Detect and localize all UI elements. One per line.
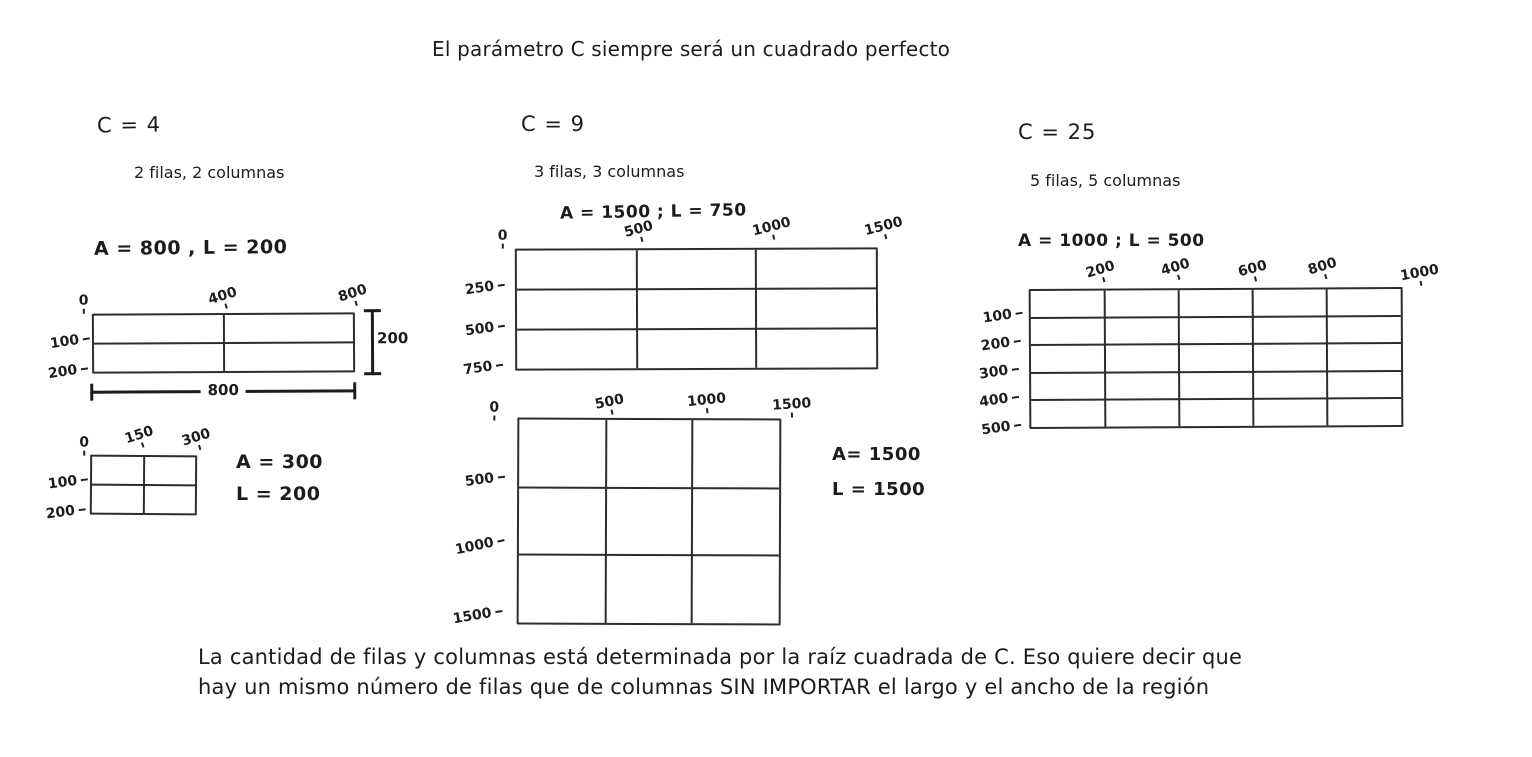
section-c25-subheading: 5 filas, 5 columnas [1030,171,1181,190]
section-c9-subheading: 3 filas, 3 columnas [534,162,685,181]
x-tick-label: 500 [622,218,656,246]
grid-outline [515,247,878,370]
y-tick-label: 500 [464,318,504,339]
x-tick-label: 200 [1084,258,1118,286]
y-tick-label: 1500 [450,603,504,628]
x-tick-label: 400 [1159,256,1193,284]
y-tick-label: 400 [978,390,1014,411]
y-tick-label: 1000 [452,532,506,558]
section-c4-heading: C = 4 [96,112,162,138]
grid-outline [92,312,355,373]
section-c9-heading: C = 9 [521,112,585,136]
y-tick-label: 100 [49,332,83,352]
x-tick-label: 800 [1306,255,1340,283]
x-tick-label: 800 [336,281,370,310]
grid-line [1031,370,1401,374]
grid-c9-square [451,390,812,628]
y-tick-label: 500 [462,469,506,491]
x-tick-label: 0 [79,293,89,314]
x-tick-label: 150 [123,423,157,452]
x-tick-label: 0 [498,228,508,249]
y-tick-label: 200 [980,334,1016,355]
grid-line [1031,397,1401,401]
width-dimension-brace [90,382,356,400]
grid-line [519,554,779,557]
grid-c25 [978,254,1441,439]
x-tick-label: 1000 [751,214,794,244]
y-tick-label: 750 [462,357,502,378]
grid-outline [1029,287,1404,429]
y-tick-label: 500 [980,418,1016,439]
width-dimension-label: 800 [201,381,246,399]
y-tick-label: 250 [464,277,504,298]
section-c25-heading: C = 25 [1018,120,1097,144]
x-tick-label: 500 [594,391,627,418]
x-tick-label: 1000 [1399,262,1441,290]
y-tick-label: 100 [47,472,81,492]
page-title: El parámetro C siempre será un cuadrado perfecto [432,37,951,61]
footer-text-line2: hay un mismo número de filas que de columnas SIN IMPORTAR el largo y el ancho de la región [198,675,1210,699]
y-tick-label: 200 [47,362,81,382]
grid-c9-wide-caption: A = 1500 ; L = 750 [559,200,747,224]
grid-c9-wide [462,213,905,379]
y-tick-label: 200 [45,502,79,522]
grid-line [1252,290,1255,426]
grid-line [1031,315,1401,319]
grid-c9-square-caption-l: L = 1500 [832,479,926,500]
footer-text-line1: La cantidad de filas y columnas está determinada por la raíz cuadrada de C. Eso quiere decir que [198,645,1243,669]
y-tick-label: 300 [978,362,1014,383]
grid-c4-large [47,281,409,400]
grid-line [517,288,876,291]
brace-cap [353,382,356,399]
x-tick-label: 1500 [863,214,906,244]
grid-outline [517,418,782,626]
grid-c4-small-caption-l: L = 200 [236,483,321,505]
height-dimension-label: 200 [374,329,411,347]
x-tick-label: 1500 [772,395,812,419]
grid-line [604,420,607,623]
grid-line [519,486,779,489]
grid-line [635,250,637,368]
y-tick-label: 100 [982,306,1018,327]
section-c4-subheading: 2 filas, 2 columnas [134,163,285,182]
x-tick-label: 0 [489,399,499,420]
grid-line [691,420,694,623]
grid-outline [90,455,197,516]
x-tick-label: 0 [79,435,89,456]
grid-line [92,484,195,487]
x-tick-label: 300 [180,425,214,454]
grid-c4-large-caption: A = 800 , L = 200 [93,236,288,260]
grid-line [1326,289,1329,425]
x-tick-label: 400 [206,284,240,313]
grid-line [1178,290,1181,426]
grid-line [1104,291,1107,427]
grid-line [517,327,876,330]
grid-line [1031,342,1401,346]
grid-line [755,250,757,368]
grid-c4-small-caption-a: A = 300 [236,451,324,473]
height-dimension-brace [364,309,409,375]
brace-cap [364,372,381,375]
grid-c9-square-caption-a: A= 1500 [832,444,921,465]
grid-c25-caption: A = 1000 ; L = 500 [1018,231,1205,251]
x-tick-label: 600 [1236,258,1270,286]
x-tick-label: 1000 [686,390,727,415]
grid-c4-small [44,423,213,523]
